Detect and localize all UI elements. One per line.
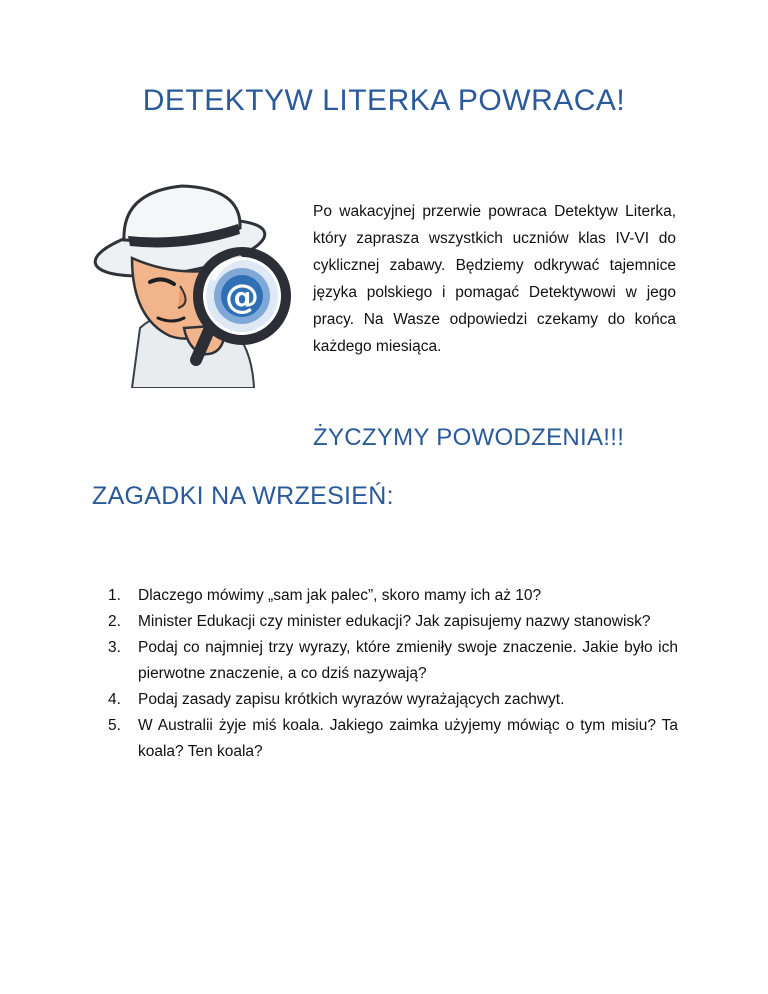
list-item-text: W Australii żyje miś koala. Jakiego zaimka użyjemy mówiąc o tym misiu? Ta koala? Ten koala? (138, 717, 678, 760)
list-item-number: 4. (108, 691, 121, 708)
svg-text:@: @ (225, 277, 259, 317)
list-item-text: Minister Edukacji czy minister edukacji? Jak zapisujemy nazwy stanowisk? (138, 613, 651, 630)
section-title: ZAGADKI NA WRZESIEŃ: (92, 482, 394, 510)
list-item-text: Dlaczego mówimy „sam jak palec”, skoro mamy ich aż 10? (138, 587, 542, 604)
list-item-number: 2. (108, 613, 121, 630)
list-item-number: 3. (108, 639, 121, 656)
list-item-number: 1. (108, 587, 121, 604)
list-item (108, 713, 678, 765)
list-item-text: Podaj co najmniej trzy wyrazy, które zmieniły swoje znaczenie. Jakie było ich pierwotne znaczenie, a co dziś nazywają? (138, 639, 678, 682)
wishes-heading: ŻYCZYMY POWODZENIA!!! (313, 424, 625, 451)
intro-paragraph: Po wakacyjnej przerwie powraca Detektyw Literka, który zaprasza wszystkich uczniów klas IV-VI do cyklicznej zabawy. Będziemy odkrywać tajemnice języka polskiego i pomagać Detektywowi w jego pracy. Na Wasze odpowiedzi czekamy do końca każdego miesiąca. (313, 203, 676, 355)
list-item (108, 609, 678, 635)
list-item-number: 5. (108, 717, 121, 734)
page-title: DETEKTYW LITERKA POWRACA! (142, 84, 626, 117)
riddle-list (108, 583, 678, 765)
list-item-text: Podaj zasady zapisu krótkich wyrazów wyrażających zachwyt. (138, 691, 565, 708)
list-item (108, 583, 678, 609)
list-item (108, 687, 678, 713)
detective-icon (92, 178, 302, 388)
list-item (108, 635, 678, 687)
